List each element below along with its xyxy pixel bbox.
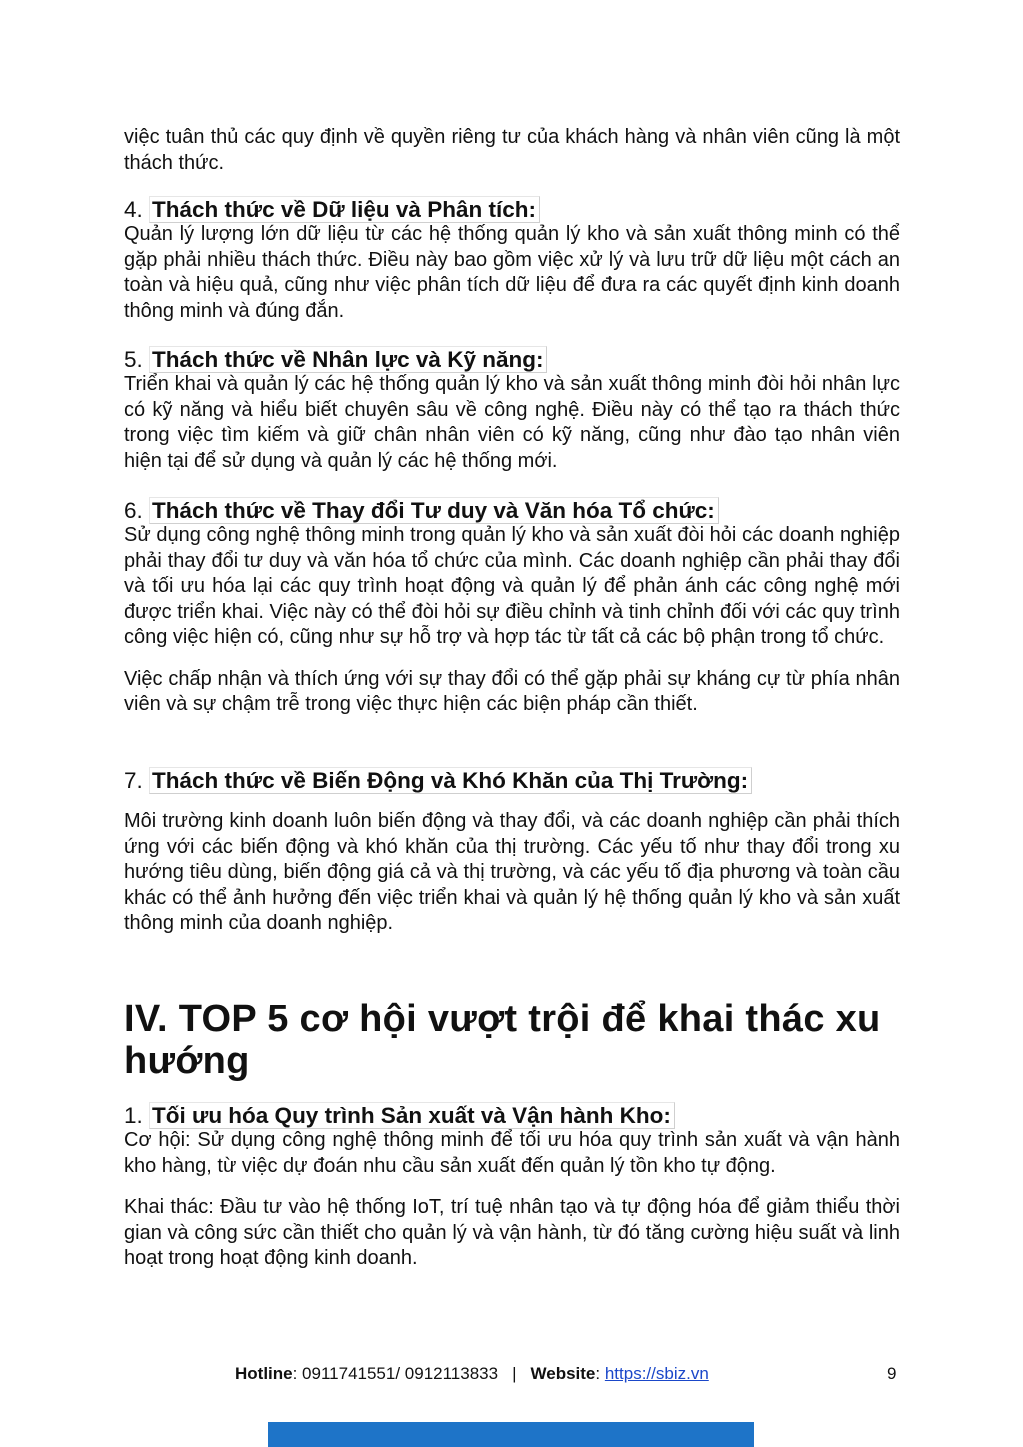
challenge-6-paragraph-1: Sử dụng công nghệ thông minh trong quản lý kho và sản xuất đòi hỏi các doanh nghiệp phải thay đổi tư duy và văn hóa tổ chức của mình. Các doanh nghiệp cần phải thay đổi và tối ưu hóa lại các quy trình hoạt động và quản lý để phản ánh các công nghệ mới được triển khai. Việc này có thể đòi hỏi sự điều chỉnh và tinh chỉnh đối với các quy trình công việc hiện có, cũng như sự hỗ trợ và hợp tác từ tất cả các bộ phận trong tổ chức. xyxy=(124,524,900,648)
challenge-5-heading: 5. Thách thức về Nhân lực và Kỹ năng: xyxy=(124,346,900,374)
hotline-value: : 0911741551/ 0912113833 xyxy=(292,1364,499,1383)
challenge-4-paragraph: Quản lý lượng lớn dữ liệu từ các hệ thống quản lý kho và sản xuất thông minh có thể gặp phải nhiều thách thức. Điều này bao gồm việc xử lý và lưu trữ dữ liệu một cách an toàn và hiệu quả, cũng như việc phân tích dữ liệu để đưa ra các quyết định kinh doanh thông minh và đúng đắn. xyxy=(124,223,900,322)
opportunity-1-title: Tối ưu hóa Quy trình Sản xuất và Vận hành Kho: xyxy=(149,1102,675,1129)
website-link[interactable]: https://sbiz.vn xyxy=(604,1364,709,1383)
opportunity-1-paragraph-1: Cơ hội: Sử dụng công nghệ thông minh để tối ưu hóa quy trình sản xuất và vận hành kho hàng, từ việc dự đoán nhu cầu sản xuất đến quản lý tồn kho tự động. xyxy=(124,1129,900,1177)
challenge-6 xyxy=(124,497,900,718)
challenge-4 xyxy=(124,196,900,324)
section-iv-heading: IV. TOP 5 cơ hội vượt trội để khai thác xu hướng xyxy=(124,998,881,1082)
footer-contact: Hotline: 0911741551/ 0912113833 | Website: https://sbiz.vn xyxy=(235,1364,709,1383)
challenge-5-paragraph: Triển khai và quản lý các hệ thống quản lý kho và sản xuất thông minh đòi hỏi nhân lực có kỹ năng và hiểu biết chuyên sâu về công nghệ. Điều này có thể tạo ra thách thức trong việc tìm kiếm và giữ chân nhân viên có kỹ năng, cũng như đào tạo nhân viên hiện tại để sử dụng và quản lý các hệ thống mới. xyxy=(124,373,900,472)
page-footer xyxy=(0,1364,1023,1386)
challenge-5-title: Thách thức về Nhân lực và Kỹ năng: xyxy=(149,346,547,373)
website-label: Website xyxy=(530,1364,596,1383)
opportunity-1-heading: 1. Tối ưu hóa Quy trình Sản xuất và Vận hành Kho: xyxy=(124,1102,900,1130)
challenge-5 xyxy=(124,346,900,474)
challenge-6-title: Thách thức về Thay đổi Tư duy và Văn hóa Tổ chức: xyxy=(149,497,719,524)
challenge-7-paragraph: Môi trường kinh doanh luôn biến động và thay đổi, và các doanh nghiệp cần phải thích ứng với các biến động và khó khăn của thị trường. Các yếu tố như thay đổi trong xu hướng tiêu dùng, biến động giá cả và thị trường, và các yếu tố địa phương và toàn cầu khác có thể ảnh hưởng đến việc triển khai và quản lý hệ thống quản lý kho và sản xuất thông minh của doanh nghiệp. xyxy=(124,810,900,934)
footer-color-bar xyxy=(268,1422,754,1447)
footer-separator: | xyxy=(512,1364,517,1383)
challenge-7-heading: 7. Thách thức về Biến Động và Khó Khăn của Thị Trường: xyxy=(124,767,900,795)
challenge-7-title: Thách thức về Biến Động và Khó Khăn của Thị Trường: xyxy=(149,767,752,794)
challenge-4-heading: 4. Thách thức về Dữ liệu và Phân tích: xyxy=(124,196,900,224)
challenge-6-paragraph-2: Việc chấp nhận và thích ứng với sự thay đổi có thể gặp phải sự kháng cự từ phía nhân viên và sự chậm trễ trong việc thực hiện các biện pháp cần thiết. xyxy=(124,667,900,715)
opportunity-1 xyxy=(124,1102,900,1272)
challenge-6-heading: 6. Thách thức về Thay đổi Tư duy và Văn hóa Tổ chức: xyxy=(124,497,900,525)
intro-paragraph: việc tuân thủ các quy định về quyền riêng tư của khách hàng và nhân viên cũng là một thách thức. xyxy=(124,126,900,174)
challenge-4-title: Thách thức về Dữ liệu và Phân tích: xyxy=(149,196,540,223)
hotline-label: Hotline xyxy=(235,1364,293,1383)
page-number: 9 xyxy=(887,1364,897,1383)
opportunity-1-paragraph-2: Khai thác: Đầu tư vào hệ thống IoT, trí tuệ nhân tạo và tự động hóa để giảm thiểu thời gian và công sức cần thiết cho quản lý và vận hành, từ đó tăng cường hiệu suất và linh hoạt trong hoạt động kinh doanh. xyxy=(124,1196,900,1269)
challenge-7 xyxy=(124,767,900,937)
